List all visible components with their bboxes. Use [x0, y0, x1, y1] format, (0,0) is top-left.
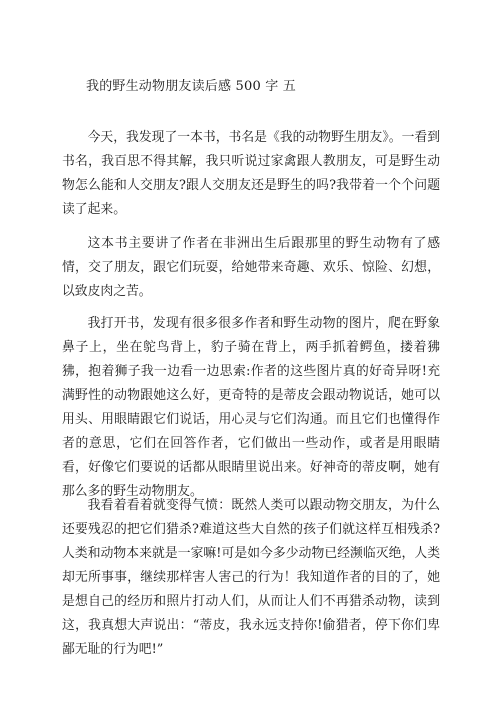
document-title: 我的野生动物朋友读后感 500 字 五	[86, 79, 297, 94]
paragraph-intro: 今天，我发现了一本书，书名是《我的动物野生朋友》。一看到书名，我百思不得其解，我只听说过家禽跟人教朋友，可是野生动物怎么能和人交朋友?跟人交朋友还是野生的吗?我带着一个个问题读了起来。	[62, 130, 440, 217]
paragraph-pictures: 我打开书，发现有很多很多作者和野生动物的图片，爬在野象鼻子上，坐在鸵鸟背上，豹子骑在背上，两手抓着鳄鱼，搂着狒狒，抱着狮子我一边看一边思索:作者的这些图片真的好奇异呀!充满野性的动物跟她这么好，更奇特的是蒂皮会跟动物说话，她可以用头、用眼睛跟它们说话，用心灵与它们沟通。而且它们也懂得作者的意思，它们在回答作者，它们做出一些动作，或者是用眼睛看，好像它们要说的话都从眼睛里说出来。好神奇的蒂皮啊，她有那么多的野生动物朋友。	[62, 316, 440, 499]
paragraph-reflection: 我看着看着就变得气愤：既然人类可以跟动物交朋友，为什么还要残忍的把它们猎杀?难道这些大自然的孩子们就这样互相残杀?人类和动物本来就是一家嘛!可是如今多少动物已经濒临灭绝，人类却无所事事，继续那样害人害己的行为！我知道作者的目的了，她是想自己的经历和照片打动人们，从而让人们不再猎杀动物，读到这，我真想大声说出：“蒂皮，我永远支持你!偷猎者，停下你们卑鄙无耻的行为吧!”	[62, 498, 440, 657]
paragraph-summary: 这本书主要讲了作者在非洲出生后跟那里的野生动物有了感情，交了朋友，跟它们玩耍，给她带来奇趣、欢乐、惊险、幻想，以致皮肉之苦。	[62, 236, 440, 299]
